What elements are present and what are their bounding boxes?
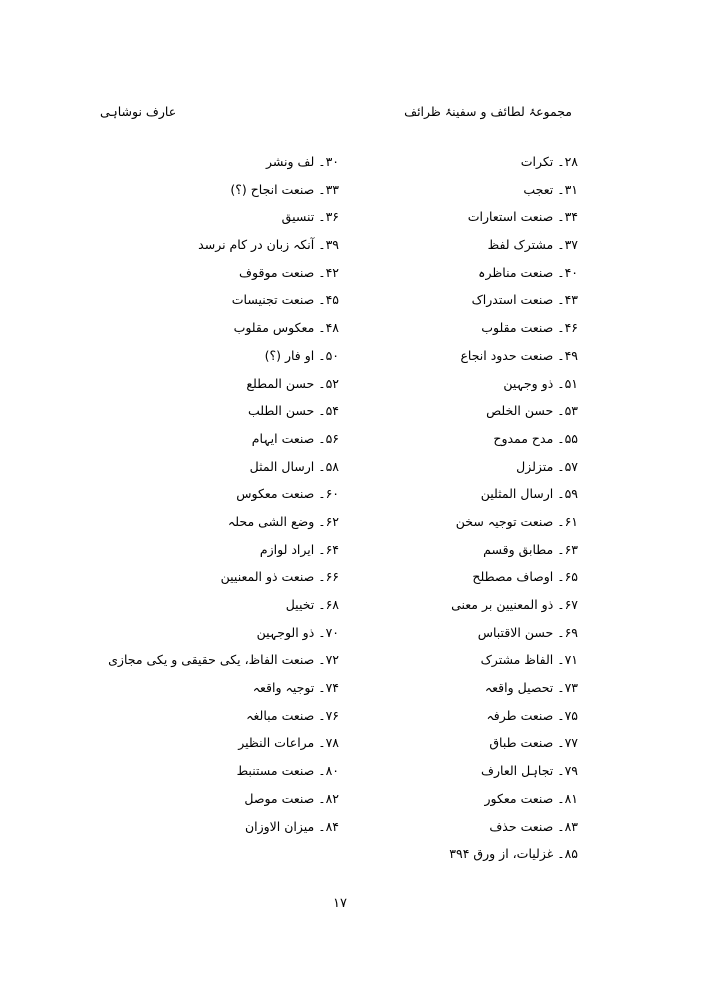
contents-entry: ۵۷۔ متزلزل xyxy=(516,458,578,474)
contents-entry: ۶۷۔ ذو المعنیین بر معنی xyxy=(451,597,578,612)
contents-entry: ۴۹۔ صنعت حدود انجاع xyxy=(460,347,578,363)
contents-entry: ۵۰۔ او فار (؟) xyxy=(264,347,339,363)
contents-entry: ۶۸۔ تخییل xyxy=(285,597,339,612)
contents-entry: ۷۲۔ صنعت الفاظ، یکی حقیقی و یکی مجازی xyxy=(108,652,339,668)
contents-entry: ۸۵۔ غزلیات، از ورق ۳۹۴ xyxy=(449,846,578,862)
contents-entry: ۷۶۔ صنعت مبالغہ xyxy=(246,707,339,723)
contents-entry: ۳۴۔ صنعت استعارات xyxy=(467,209,578,225)
contents-entry: ۴۶۔ صنعت مقلوب xyxy=(481,320,578,336)
contents-entry: ۵۵۔ مدح ممدوح xyxy=(493,430,578,446)
contents-entry: ۵۶۔ صنعت ایہام xyxy=(251,430,339,446)
contents-entry: ۳۳۔ صنعت انجاح (؟) xyxy=(230,181,339,197)
contents-entry: ۴۰۔ صنعت مناظرہ xyxy=(478,264,578,280)
contents-entry: ۲۸۔ تکرات xyxy=(520,154,578,169)
contents-entry: ۳۷۔ مشترک لفظ xyxy=(487,237,578,253)
contents-entry: ۵۱۔ ذو وجہین xyxy=(503,375,578,391)
contents-entry: ۸۰۔ صنعت مستنبط xyxy=(236,763,339,779)
contents-entry: ۸۱۔ صنعت معکور xyxy=(484,790,578,806)
contents-entry: ۶۱۔ صنعت توجیہ سخن xyxy=(455,513,578,529)
contents-entry: ۵۴۔ حسن الطلب xyxy=(247,403,339,419)
contents-entry: ۳۰۔ لف ونشر xyxy=(265,154,339,169)
contents-entry: ۵۳۔ حسن الخلص xyxy=(486,403,578,419)
contents-entry: ۷۸۔ مراعات النظیر xyxy=(238,735,339,751)
contents-entry: ۴۲۔ صنعت موقوف xyxy=(239,264,339,280)
page-number: ۱۷ xyxy=(333,896,347,911)
contents-entry: ۶۰۔ صنعت معکوس xyxy=(236,486,339,502)
contents-entry: ۷۵۔ صنعت طرفہ xyxy=(486,707,578,723)
contents-entry: ۶۶۔ صنعت ذو المعنیین xyxy=(220,569,339,585)
contents-entry: ۷۰۔ ذو الوجہین xyxy=(256,624,339,640)
running-header-title: مجموعۂ لطائف و سفینۂ ظرائف xyxy=(404,104,572,119)
contents-entry: ۳۹۔ آنکہ زبان در کام نرسد xyxy=(198,237,339,253)
contents-column-right xyxy=(378,148,578,868)
contents-entry: ۵۸۔ ارسال المثل xyxy=(249,458,339,474)
contents-entry: ۸۳۔ صنعت حذف xyxy=(489,818,578,834)
contents-entry: ۶۲۔ وضع الشی محلہ xyxy=(227,513,339,529)
contents-entry: ۷۱۔ الفاظ مشترک xyxy=(480,652,578,668)
contents-entry: ۶۹۔ حسن الاقتباس xyxy=(477,624,578,640)
running-header-author: عارف نوشاہی xyxy=(100,104,177,119)
contents-entry: ۶۳۔ مطابق وقسم xyxy=(483,541,578,557)
contents-entry: ۶۵۔ اوصاف مصطلح xyxy=(472,569,578,585)
contents-entry: ۴۵۔ صنعت تجنیسات xyxy=(231,292,339,308)
contents-entry: ۷۴۔ توجیہ واقعہ xyxy=(252,680,339,696)
contents-entry: ۴۸۔ معکوس مقلوب xyxy=(233,320,339,336)
contents-column-left xyxy=(99,148,339,840)
contents-entry: ۵۹۔ ارسال المثلین xyxy=(480,486,578,502)
contents-entry: ۷۷۔ صنعت طباق xyxy=(489,735,578,751)
contents-entry: ۷۹۔ تجاہل العارف xyxy=(481,763,578,779)
contents-entry: ۸۴۔ میزان الاوزان xyxy=(244,818,339,834)
contents-entry: ۶۴۔ ایراد لوازم xyxy=(259,541,339,557)
contents-entry: ۳۶۔ تنسیق xyxy=(281,209,339,225)
contents-entry: ۷۳۔ تحصیل واقعہ xyxy=(484,680,578,696)
contents-entry: ۵۲۔ حسن المطلع xyxy=(246,375,339,391)
contents-entry: ۸۲۔ صنعت موصل xyxy=(244,790,339,806)
contents-entry: ۳۱۔ تعجب xyxy=(523,181,578,197)
contents-entry: ۴۳۔ صنعت استدراک xyxy=(471,292,578,308)
